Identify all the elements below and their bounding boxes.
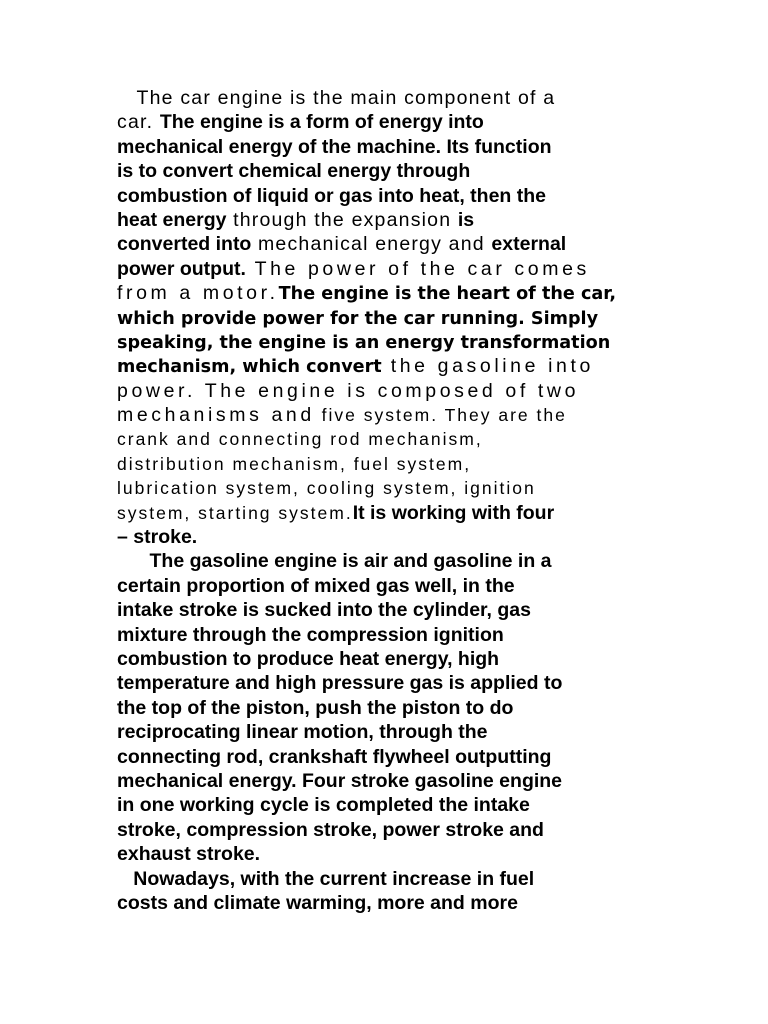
text-segment: mixture through the compression ignition — [117, 623, 504, 646]
text-segment: Nowadays, with the current increase in fuel — [117, 867, 535, 890]
text-line — [117, 354, 657, 378]
text-line — [117, 184, 657, 208]
text-segment: The power of the car comes — [245, 257, 590, 280]
text-line — [117, 232, 657, 256]
text-segment: It is working with four — [352, 501, 555, 524]
text-line — [117, 745, 657, 769]
text-segment: mechanism, which convert — [117, 357, 382, 378]
text-segment: the gasoline into — [381, 355, 594, 378]
text-line — [117, 793, 657, 817]
text-segment: distribution mechanism, fuel system, — [117, 453, 472, 474]
document-body-text — [117, 86, 657, 915]
text-segment: The engine is a form of energy into — [159, 111, 484, 134]
text-segment: is — [457, 208, 475, 231]
text-segment: five system. They are the — [314, 405, 567, 426]
text-segment: mechanical energy of the machine. Its function — [117, 135, 552, 158]
text-segment: in one working cycle is completed the intake — [117, 794, 530, 817]
text-line — [117, 306, 657, 330]
text-segment: combustion to produce heat energy, high — [117, 647, 500, 670]
text-segment: crank and connecting rod mechanism, — [117, 429, 483, 450]
text-segment: power output. — [117, 257, 246, 280]
text-segment: stroke, compression stroke, power stroke and — [117, 818, 544, 841]
text-segment: – stroke. — [117, 526, 198, 549]
text-line — [117, 720, 657, 744]
text-line — [117, 208, 657, 232]
text-line — [117, 427, 657, 451]
text-line — [117, 696, 657, 720]
text-segment: external — [491, 233, 567, 256]
text-segment: intake stroke is sucked into the cylinder, gas — [117, 599, 531, 622]
text-segment: certain proportion of mixed gas well, in the — [117, 574, 515, 597]
paragraph — [117, 86, 657, 549]
text-line — [117, 281, 657, 305]
text-line — [117, 598, 657, 622]
text-segment: through the expansion — [226, 208, 458, 231]
text-line — [117, 623, 657, 647]
text-segment: lubrication system, cooling system, ignition — [117, 478, 536, 499]
text-segment: mechanisms and — [117, 404, 315, 427]
text-segment: The gasoline engine is air and gasoline in a — [117, 550, 552, 573]
text-segment: connecting rod, crankshaft flywheel outputting — [117, 745, 552, 768]
text-line — [117, 574, 657, 598]
text-line — [117, 891, 657, 915]
text-segment: heat energy — [117, 208, 227, 231]
text-line — [117, 330, 657, 354]
text-line — [117, 159, 657, 183]
text-line — [117, 501, 657, 525]
paragraph — [117, 549, 657, 866]
text-segment: The engine is the heart of the car, — [278, 284, 617, 305]
paragraph — [117, 867, 657, 916]
text-line — [117, 86, 657, 110]
text-line — [117, 867, 657, 891]
text-line — [117, 476, 657, 500]
text-segment: costs and climate warming, more and more — [117, 891, 518, 914]
text-line — [117, 549, 657, 573]
text-line — [117, 110, 657, 134]
text-segment: system, starting system. — [117, 502, 353, 523]
text-line — [117, 842, 657, 866]
text-line — [117, 452, 657, 476]
text-line — [117, 647, 657, 671]
text-segment: from a motor. — [117, 282, 279, 305]
text-segment: is to convert chemical energy through — [117, 160, 471, 183]
text-segment: combustion of liquid or gas into heat, then the — [117, 184, 546, 207]
text-line — [117, 671, 657, 695]
text-line — [117, 135, 657, 159]
text-segment: car. — [117, 111, 160, 134]
text-segment: the top of the piston, push the piston to do — [117, 696, 514, 719]
text-line — [117, 525, 657, 549]
text-segment: exhaust stroke. — [117, 843, 261, 866]
text-segment: temperature and high pressure gas is applied to — [117, 672, 563, 695]
text-segment: mechanical energy and — [251, 233, 492, 256]
text-segment: speaking, the engine is an energy transformation — [117, 332, 611, 353]
text-segment: reciprocating linear motion, through the — [117, 721, 488, 744]
text-segment: converted into — [117, 233, 252, 256]
text-line — [117, 769, 657, 793]
text-segment: which provide power for the car running. Simply — [117, 308, 599, 329]
text-line — [117, 379, 657, 403]
text-segment: power. The engine is composed of two — [117, 379, 580, 402]
text-segment: The car engine is the main component of a — [117, 87, 556, 109]
text-line — [117, 818, 657, 842]
text-line — [117, 403, 657, 427]
text-segment: mechanical energy. Four stroke gasoline engine — [117, 769, 563, 792]
text-line — [117, 257, 657, 281]
